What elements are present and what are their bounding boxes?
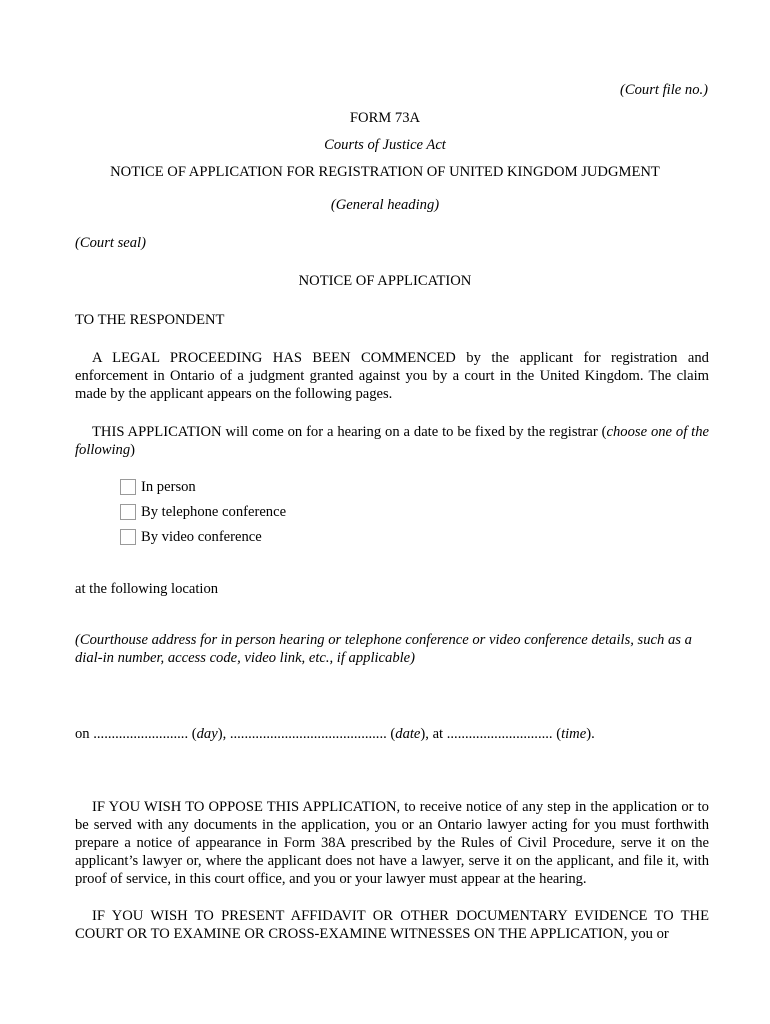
hearing-option-telephone[interactable] [120, 502, 286, 521]
time-label: time [561, 726, 587, 742]
legal-proceeding-text: by the applicant for registration and enforcement in Ontario of a judgment granted against you by a court in the United Kingdom. The claim made by the applicant appears on the following pages. [75, 350, 709, 402]
hearing-lead: THIS APPLICATION [92, 424, 222, 440]
on-day-blank: on .......................... ( [75, 726, 197, 742]
date-line-end: ). [586, 726, 595, 742]
in-person-checkbox[interactable] [120, 479, 136, 495]
legal-proceeding-paragraph [75, 349, 709, 403]
form-number: FORM 73A [349, 110, 421, 126]
hearing-option-video[interactable] [120, 527, 262, 546]
time-blank: ), at ............................. ( [420, 726, 562, 742]
day-label: day [196, 726, 218, 742]
oppose-lead: IF YOU WISH TO OPPOSE THIS APPLICATION [92, 799, 397, 815]
oppose-text: , to receive notice of any step in the application or to be served with any documents in the application, you or an Ontario lawyer acting for you must forthwith prepare a notice of appearance in Form 38A prescribed by the Rules of Civil Procedure, serve it on the applicant’s lawyer or, where the applicant does not have a lawyer, serve it on the applicant, and file it, with proof of service, in this court office, and you or your lawyer must appear at the hearing. [75, 799, 709, 887]
evidence-text: , you or [623, 926, 669, 942]
general-heading: (General heading) [330, 197, 440, 213]
court-seal: (Court seal) [75, 235, 146, 251]
hearing-date-line [75, 725, 595, 743]
date-blank: ), ........................................... ( [217, 726, 396, 742]
court-file-number: (Court file no.) [620, 82, 708, 98]
hearing-option-in-person[interactable] [120, 477, 196, 496]
location-note: (Courthouse address for in person hearing or telephone conference or video conference details, such as a dial-in number, access code, video link, etc., if applicable) [75, 632, 692, 666]
in-person-label: In person [141, 478, 196, 495]
act-title: Courts of Justice Act [324, 137, 446, 153]
hearing-text: will come on for a hearing on a date to be fixed by the registrar ( [221, 424, 607, 440]
form-title: NOTICE OF APPLICATION FOR REGISTRATION OF UNITED KINGDOM JUDGMENT [110, 164, 660, 180]
to-respondent: TO THE RESPONDENT [75, 312, 225, 328]
telephone-conference-label: By telephone conference [141, 503, 287, 520]
notice-heading: NOTICE OF APPLICATION [298, 273, 472, 289]
evidence-paragraph [75, 907, 709, 943]
telephone-conference-checkbox[interactable] [120, 504, 136, 520]
hearing-paragraph [75, 423, 709, 459]
evidence-lead: IF YOU WISH TO PRESENT AFFIDAVIT OR OTHER DOCUMENTARY EVIDENCE TO THE COURT OR TO EXAMINE OR CROSS-EXAMINE WITNESSES ON THE APPLICATION [75, 908, 709, 942]
video-conference-checkbox[interactable] [120, 529, 136, 545]
video-conference-label: By video conference [141, 528, 262, 545]
legal-proceeding-lead: A LEGAL PROCEEDING HAS BEEN COMMENCED [92, 350, 456, 366]
hearing-close: ) [130, 442, 136, 458]
oppose-application-paragraph [75, 798, 709, 888]
date-label: date [395, 726, 421, 742]
hearing-instruction: choose one of the following [75, 424, 709, 458]
location-label: at the following location [75, 581, 219, 597]
